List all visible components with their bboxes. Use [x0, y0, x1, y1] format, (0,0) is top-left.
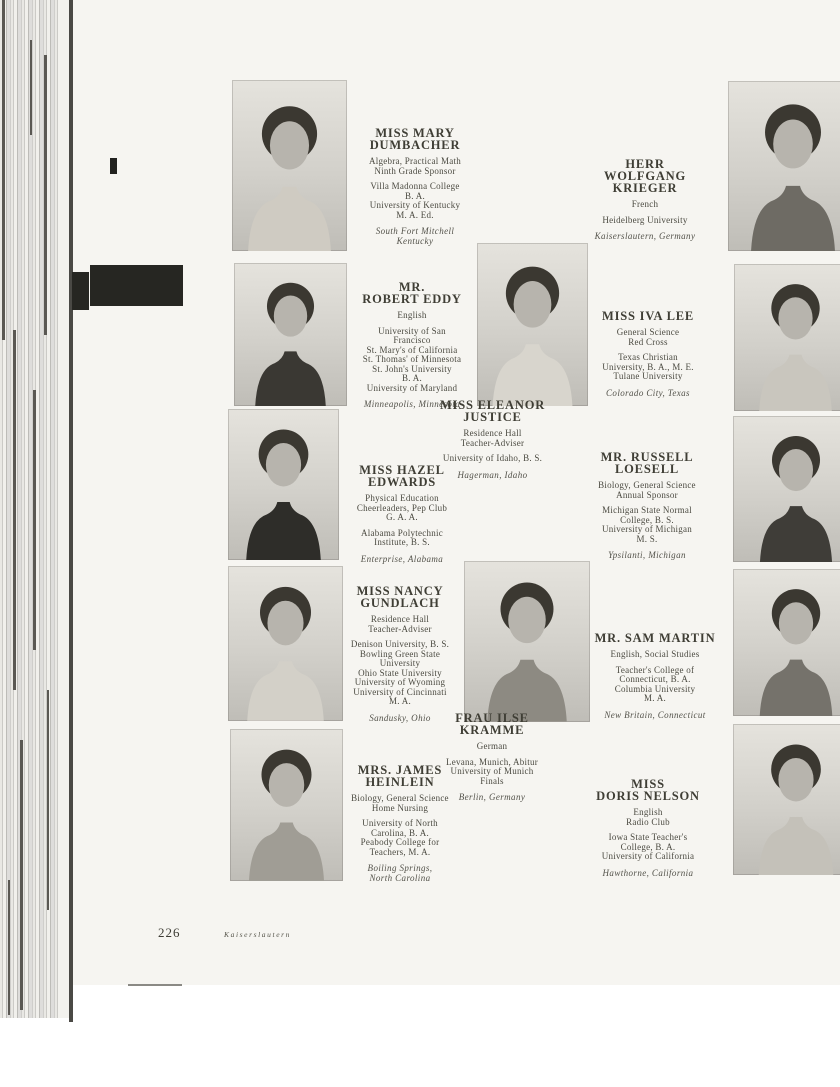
- faculty-education: University of Idaho, B. S.: [442, 453, 543, 463]
- faculty-education: Denison University, B. S. Bowling Green State University Ohio State University University of Wyoming University of Cincinnati M. A.: [350, 639, 450, 706]
- faculty-education: University of North Carolina, B. A. Peabody College for Teachers, M. A.: [360, 818, 440, 857]
- faculty-roles: Physical Education Cheerleaders, Pep Club G. A. A.: [356, 493, 448, 522]
- faculty-entry-loesell: [552, 451, 742, 560]
- faculty-name: MRS. JAMES HEINLEIN: [357, 763, 443, 789]
- faculty-roles: Biology, General Science Home Nursing: [351, 793, 449, 813]
- faculty-education: Villa Madonna College B. A. University of Kentucky M. A. Ed.: [369, 181, 461, 220]
- faculty-entry-gundlach: [305, 585, 495, 723]
- faculty-roles: German: [476, 741, 508, 751]
- faculty-name: MISS DORIS NELSON: [596, 777, 700, 803]
- section-label: Kaiserslautern: [224, 930, 291, 939]
- faculty-hometown: Kaiserslautern, Germany: [594, 231, 696, 241]
- faculty-hometown: Hagerman, Idaho: [457, 469, 528, 480]
- book-edge-gap: [58, 0, 69, 1018]
- faculty-name: MISS NANCY GUNDLACH: [356, 584, 444, 610]
- faculty-roles: Algebra, Practical Math Ninth Grade Sponsor: [369, 156, 461, 176]
- edge-streak: [47, 690, 49, 910]
- faculty-roles: English Radio Club: [626, 807, 670, 827]
- page-number: 226: [158, 925, 181, 940]
- faculty-roles: Residence Hall Teacher-Adviser: [460, 428, 525, 448]
- faculty-name: MR. RUSSELL LOESELL: [600, 450, 694, 476]
- faculty-roles: Biology, General Science Annual Sponsor: [598, 480, 696, 500]
- faculty-roles: Residence Hall Teacher-Adviser: [368, 614, 432, 634]
- page-spine-line: [69, 0, 73, 1022]
- faculty-hometown: New Britain, Connecticut: [604, 709, 706, 720]
- faculty-education: University of San Francisco St. Mary's of California St. Thomas' of Minnesota St. John's University B. A. University of Maryland: [362, 325, 462, 393]
- faculty-name: MR. ROBERT EDDY: [362, 280, 462, 306]
- faculty-education: Heidelberg University: [602, 214, 688, 225]
- book-edge-stripes: [0, 0, 58, 1018]
- portrait-doris-nelson: [733, 724, 840, 875]
- black-tab-mark: [72, 272, 89, 310]
- ink-speck: [110, 158, 117, 174]
- faculty-hometown: Berlin, Germany: [458, 792, 526, 802]
- faculty-education: Michigan State Normal College, B. S. University of Michigan M. S.: [602, 505, 692, 544]
- faculty-entry-heinlein: [305, 764, 495, 883]
- faculty-entry-dumbacher: [320, 127, 510, 246]
- faculty-hometown: Ypsilanti, Michigan: [608, 550, 686, 560]
- faculty-hometown: Enterprise, Alabama: [360, 553, 444, 564]
- faculty-education: Iowa State Teacher's College, B. A. University of California: [601, 832, 695, 861]
- person-silhouette-icon: [733, 730, 840, 875]
- portrait-russell-loesell: [733, 416, 840, 562]
- faculty-hometown: Minneapolis, Minnesota: [363, 399, 461, 409]
- scan-edge-mark: [128, 984, 182, 986]
- faculty-name: MISS IVA LEE: [601, 309, 695, 323]
- person-silhouette-icon: [728, 88, 840, 251]
- faculty-hometown: Colorado City, Texas: [606, 387, 690, 398]
- faculty-education: Alabama Polytechnic Institute, B. S.: [361, 527, 443, 547]
- faculty-name: MISS ELEANOR JUSTICE: [439, 398, 546, 424]
- faculty-entry-eddy: [317, 281, 507, 409]
- faculty-hometown: Hawthorne, California: [602, 867, 694, 878]
- faculty-hometown: Boiling Springs, North Carolina: [367, 863, 433, 883]
- faculty-hometown: Sandusky, Ohio: [369, 712, 431, 723]
- faculty-education: Texas Christian University, B. A., M. E. Tulane University: [602, 352, 694, 381]
- faculty-name: MISS HAZEL EDWARDS: [359, 463, 445, 489]
- faculty-entry-edwards: [307, 464, 497, 564]
- faculty-name: MISS MARY DUMBACHER: [369, 126, 461, 152]
- faculty-entry-krieger: [555, 158, 735, 241]
- person-silhouette-icon: [734, 270, 840, 411]
- portrait-wolfgang-krieger: [728, 81, 840, 251]
- faculty-roles: French: [631, 199, 659, 209]
- faculty-entry-martin: [555, 632, 755, 720]
- faculty-education: Levana, Munich, Abitur University of Munich Finals: [446, 756, 538, 786]
- edge-streak: [44, 55, 47, 335]
- portrait-iva-lee: [734, 264, 840, 411]
- person-silhouette-icon: [733, 422, 840, 562]
- faculty-name: MR. SAM MARTIN: [594, 631, 716, 645]
- edge-streak: [13, 330, 16, 690]
- edge-streak: [8, 880, 10, 1015]
- edge-streak: [2, 0, 5, 340]
- faculty-roles: General Science Red Cross: [616, 327, 680, 347]
- edge-streak: [33, 390, 36, 650]
- faculty-name: FRAU ILSE KRAMME: [455, 711, 529, 737]
- faculty-roles: English: [397, 310, 427, 320]
- faculty-education: Teacher's College of Connecticut, B. A. Columbia University M. A.: [614, 664, 696, 703]
- faculty-hometown: South Fort Mitchell Kentucky: [375, 226, 455, 246]
- edge-streak: [30, 40, 32, 135]
- faculty-name: HERR WOLFGANG KRIEGER: [603, 157, 687, 195]
- black-tab-mark: [90, 265, 183, 306]
- faculty-entry-nelson: [553, 778, 743, 878]
- faculty-entry-lee: [553, 310, 743, 398]
- edge-streak: [20, 740, 23, 1010]
- faculty-roles: English, Social Studies: [610, 649, 700, 659]
